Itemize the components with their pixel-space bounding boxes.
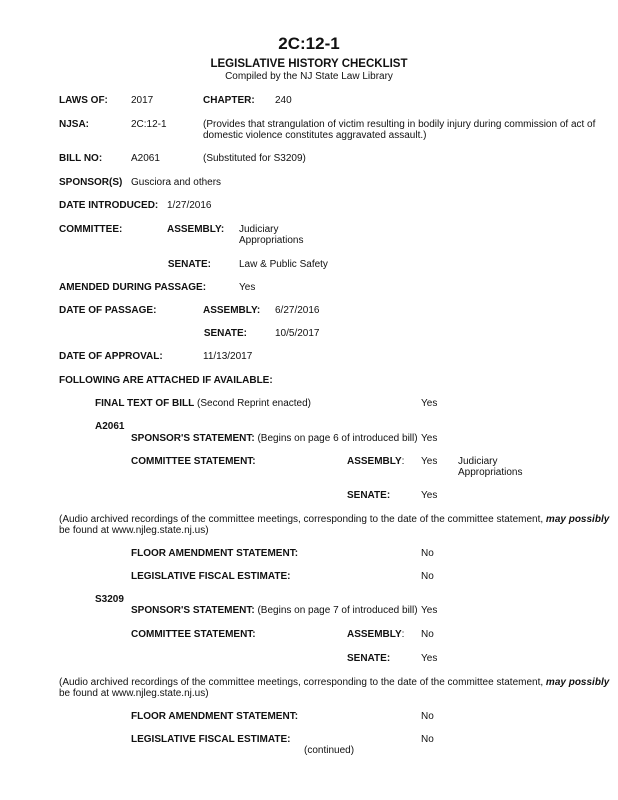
- laws-of-label: LAWS OF:: [59, 95, 108, 106]
- a2061-committee-senate-label: SENATE:: [347, 490, 391, 501]
- s3209-sponsor-statement-row: [131, 605, 418, 617]
- s3209-audio-note-line2: be found at www.njleg.state.nj.us): [59, 688, 209, 699]
- s3209-committee-assembly-label: ASSEMBLY: [347, 629, 402, 640]
- final-text-value: Yes: [421, 398, 438, 409]
- njsa-value: 2C:12-1: [131, 119, 167, 130]
- approval-label: DATE OF APPROVAL:: [59, 351, 163, 362]
- s3209-audio-note-emphasis: may possibly: [545, 677, 610, 688]
- a2061-committee-senate-value: Yes: [421, 490, 438, 501]
- statute-heading: 2C:12-1: [278, 34, 340, 53]
- sponsor-value: Gusciora and others: [131, 177, 222, 188]
- committee-label: COMMITTEE:: [59, 224, 123, 235]
- date-introduced-value: 1/27/2016: [167, 200, 212, 211]
- njsa-description-line2: domestic violence constitutes aggravated assault.): [203, 130, 427, 141]
- a2061-floor-amendment-value: No: [421, 548, 434, 559]
- a2061-committee-assembly-label-group: [347, 456, 404, 468]
- passage-label: DATE OF PASSAGE:: [59, 305, 157, 316]
- s3209-committee-senate-label: SENATE:: [347, 653, 391, 664]
- document-title: LEGISLATIVE HISTORY CHECKLIST: [210, 58, 408, 70]
- s3209-floor-amendment-label: FLOOR AMENDMENT STATEMENT:: [131, 711, 299, 722]
- a2061-committee-assembly-colon: :: [401, 456, 405, 467]
- committee-senate-value: Law & Public Safety: [239, 259, 328, 270]
- committee-assembly-line1: Judiciary: [239, 224, 279, 235]
- chapter-label: CHAPTER:: [203, 95, 255, 106]
- a2061-bill-label: A2061: [95, 421, 125, 432]
- a2061-sponsor-statement-label: SPONSOR'S STATEMENT:: [131, 433, 255, 444]
- committee-assembly-label: ASSEMBLY:: [167, 224, 225, 235]
- s3209-sponsor-statement-value: Yes: [421, 605, 438, 616]
- a2061-audio-note-emphasis: may possibly: [545, 514, 610, 525]
- s3209-floor-amendment-value: No: [421, 711, 434, 722]
- continued-note: (continued): [304, 745, 355, 756]
- s3209-committee-assembly-label-group: [347, 629, 404, 641]
- passage-assembly-label: ASSEMBLY:: [203, 305, 261, 316]
- final-text-note: (Second Reprint enacted): [197, 398, 312, 409]
- passage-senate-value: 10/5/2017: [275, 328, 320, 339]
- a2061-audio-note-line2: be found at www.njleg.state.nj.us): [59, 525, 209, 536]
- s3209-sponsor-statement-label: SPONSOR'S STATEMENT:: [131, 605, 255, 616]
- a2061-committee-assembly-line2: Appropriations: [458, 467, 523, 478]
- final-text-row: [95, 398, 311, 410]
- s3209-audio-note-text: (Audio archived recordings of the committee meetings, corresponding to the date of the committee statement,: [59, 677, 544, 688]
- passage-assembly-value: 6/27/2016: [275, 305, 320, 316]
- s3209-committee-statement-label: COMMITTEE STATEMENT:: [131, 629, 256, 640]
- amended-label: AMENDED DURING PASSAGE:: [59, 282, 207, 293]
- a2061-fiscal-estimate-value: No: [421, 571, 434, 582]
- bill-no-label: BILL NO:: [59, 153, 103, 164]
- a2061-committee-assembly-value: Yes: [421, 456, 438, 467]
- chapter-value: 240: [275, 95, 292, 106]
- s3209-bill-label: S3209: [95, 594, 124, 605]
- bill-substitute-note: (Substituted for S3209): [203, 153, 306, 164]
- a2061-sponsor-statement-row: [131, 433, 418, 445]
- approval-value: 11/13/2017: [203, 351, 253, 362]
- attached-heading: FOLLOWING ARE ATTACHED IF AVAILABLE:: [59, 375, 273, 386]
- laws-of-value: 2017: [131, 95, 154, 106]
- bill-no-value: A2061: [131, 153, 160, 164]
- s3209-fiscal-estimate-value: No: [421, 734, 434, 745]
- s3209-committee-assembly-colon: :: [401, 629, 405, 640]
- a2061-floor-amendment-label: FLOOR AMENDMENT STATEMENT:: [131, 548, 299, 559]
- a2061-fiscal-estimate-label: LEGISLATIVE FISCAL ESTIMATE:: [131, 571, 291, 582]
- s3209-sponsor-statement-note: (Begins on page 7 of introduced bill): [257, 605, 418, 616]
- committee-senate-label: SENATE:: [167, 259, 211, 270]
- final-text-label: FINAL TEXT OF BILL: [95, 398, 195, 409]
- date-introduced-label: DATE INTRODUCED:: [59, 200, 159, 211]
- a2061-sponsor-statement-note: (Begins on page 6 of introduced bill): [257, 433, 418, 444]
- sponsor-label: SPONSOR(S): [59, 177, 123, 188]
- compiled-by: Compiled by the NJ State Law Library: [225, 71, 393, 82]
- a2061-committee-assembly-line1: Judiciary: [458, 456, 498, 467]
- a2061-committee-statement-label: COMMITTEE STATEMENT:: [131, 456, 256, 467]
- a2061-sponsor-statement-value: Yes: [421, 433, 438, 444]
- njsa-label: NJSA:: [59, 119, 90, 130]
- amended-value: Yes: [239, 282, 256, 293]
- s3209-committee-assembly-value: No: [421, 629, 434, 640]
- njsa-description-line1: (Provides that strangulation of victim resulting in bodily injury during commission of act of: [203, 119, 596, 130]
- passage-senate-label: SENATE:: [203, 328, 247, 339]
- s3209-fiscal-estimate-label: LEGISLATIVE FISCAL ESTIMATE:: [131, 734, 291, 745]
- a2061-audio-note-text: (Audio archived recordings of the committee meetings, corresponding to the date of the committee statement,: [59, 514, 544, 525]
- committee-assembly-line2: Appropriations: [239, 235, 304, 246]
- s3209-committee-senate-value: Yes: [421, 653, 438, 664]
- a2061-committee-assembly-label: ASSEMBLY: [347, 456, 402, 467]
